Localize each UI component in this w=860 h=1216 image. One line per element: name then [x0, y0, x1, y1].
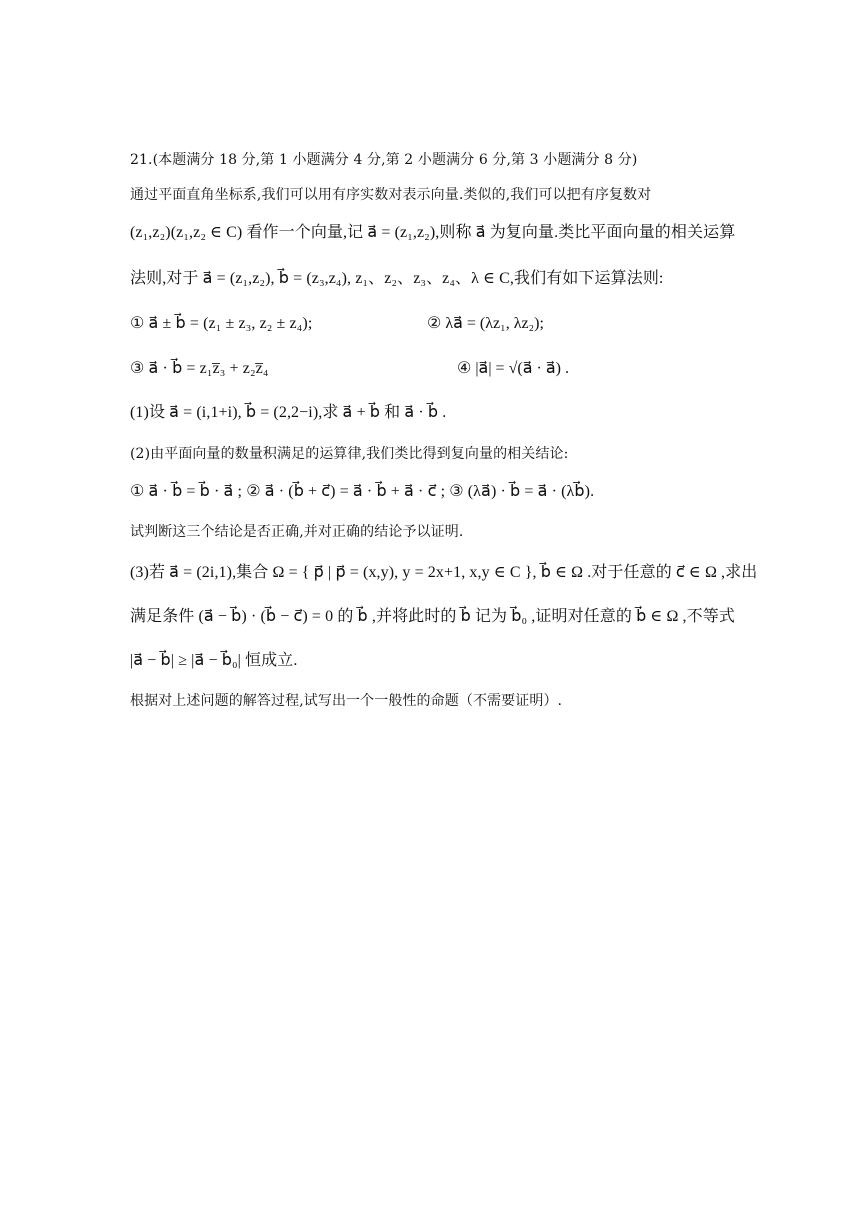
- rule-2: ② λa⃗ = (λz₁, λz₂);: [427, 315, 544, 332]
- intro-line-3: 法则,对于 a⃗ = (z₁,z₂), b⃗ = (z₃,z₄), z₁、z₂、z₃、z₄、λ ∈ C,我们有如下运算法则:: [130, 270, 664, 287]
- part-3-line-1: (3)若 a⃗ = (2i,1),集合 Ω = { p⃗ | p⃗ = (x,y), y = 2x+1, x,y ∈ C }, b⃗ ∈ Ω .对于任意的 c⃗ ∈ Ω ,求出: [130, 564, 758, 581]
- rule-4: ④ |a⃗| = √(a⃗ · a⃗) .: [457, 360, 569, 377]
- part-2-intro: (2)由平面向量的数量积满足的运算律,我们类比得到复向量的相关结论:: [130, 446, 569, 462]
- part-2-task: 试判断这三个结论是否正确,并对正确的结论予以证明.: [130, 524, 464, 540]
- part-1: (1)设 a⃗ = (i,1+i), b⃗ = (2,2−i),求 a⃗ + b⃗ 和 a⃗ · b⃗ .: [130, 404, 447, 421]
- rule-1: ① a⃗ ± b⃗ = (z₁ ± z₃, z₂ ± z₄);: [130, 315, 313, 332]
- intro-line-2: (z₁,z₂)(z₁,z₂ ∈ C) 看作一个向量,记 a⃗ = (z₁,z₂),则称 a⃗ 为复向量.类比平面向量的相关运算: [130, 224, 736, 241]
- problem-heading: 21.(本题满分 18 分,第 1 小题满分 4 分,第 2 小题满分 6 分,第 3 小题满分 8 分): [130, 152, 638, 168]
- rule-3: ③ a⃗ · b⃗ = z₁z̅₃ + z₂z̅₄: [130, 360, 269, 377]
- part-3-line-2: 满足条件 (a⃗ − b⃗) · (b⃗ − c⃗) = 0 的 b⃗ ,并将此时的 b⃗ 记为 b⃗₀ ,证明对任意的 b⃗ ∈ Ω ,不等式: [130, 608, 735, 625]
- part-2-claims: ① a⃗ · b⃗ = b⃗ · a⃗ ; ② a⃗ · (b⃗ + c⃗) = a⃗ · b⃗ + a⃗ · c⃗ ; ③ (λa⃗) · b⃗ = a⃗ · (λb⃗).: [130, 483, 595, 500]
- part-3-line-3: |a⃗ − b⃗| ≥ |a⃗ − b⃗₀| 恒成立.: [130, 652, 298, 669]
- conclusion-task: 根据对上述问题的解答过程,试写出一个一般性的命题（不需要证明）.: [130, 693, 563, 709]
- intro-line-1: 通过平面直角坐标系,我们可以用有序实数对表示向量.类似的,我们可以把有序复数对: [130, 187, 652, 203]
